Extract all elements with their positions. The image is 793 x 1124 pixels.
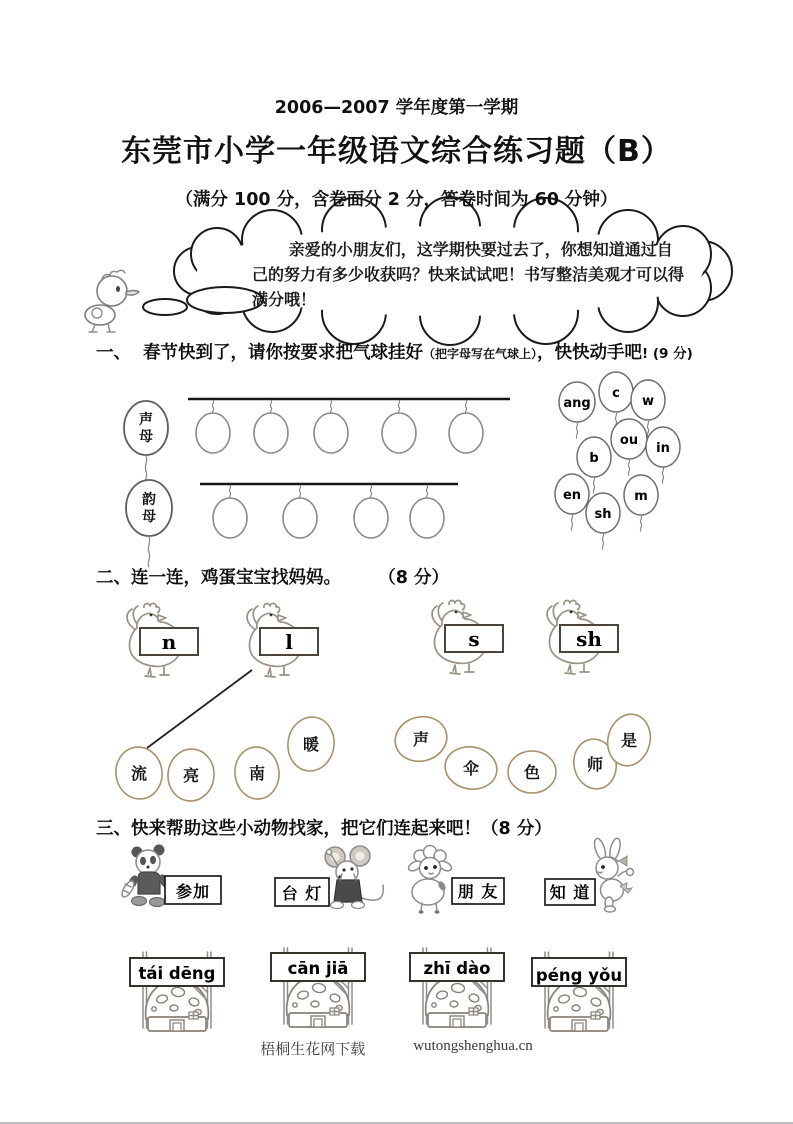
- house-row: [130, 948, 626, 1031]
- svg-text:是: 是: [620, 731, 638, 750]
- house-sign: zhī dào: [423, 959, 491, 978]
- svg-text:c: c: [612, 386, 620, 401]
- lamb-icon: [407, 846, 453, 914]
- term-line: 2006—2007 学年度第一学期: [274, 98, 519, 118]
- section-1-text: 春节快到了，请你按要求把气球挂好: [143, 343, 423, 363]
- letter-balloon: [611, 419, 647, 476]
- panda-icon: [120, 845, 171, 907]
- hen-row: [127, 600, 618, 677]
- hen-sign: s: [468, 627, 480, 651]
- hen-sign: sh: [576, 627, 602, 651]
- egg: [284, 714, 337, 774]
- balloon-initials-label: 声: [139, 412, 153, 428]
- egg: [165, 747, 216, 804]
- hen-icon: [247, 603, 318, 677]
- letter-balloon: [646, 427, 680, 484]
- egg: [390, 711, 451, 766]
- svg-text:b: b: [589, 451, 599, 466]
- empty-balloon: [382, 413, 416, 453]
- svg-text:亮: 亮: [182, 766, 200, 785]
- section-2-score: （8 分）: [387, 568, 450, 588]
- house-sign: tái dēng: [138, 964, 216, 983]
- svg-text:声: 声: [412, 730, 430, 749]
- empty-balloon: [196, 413, 230, 453]
- hanging-line-bottom: [200, 484, 458, 538]
- hanging-line-top: [188, 399, 510, 453]
- hen-sign: n: [161, 630, 177, 654]
- egg-row: [113, 710, 656, 804]
- hen-icon: [432, 600, 503, 674]
- empty-balloon: [213, 498, 247, 538]
- intro-bubble-text: 亲爱的小朋友们，这学期快要过去了，你想知道通过自己的努力有多少收获吗？快来试试吧！书写整洁美观才可以得满分哦！: [252, 240, 685, 309]
- house-sign: péng yǒu: [535, 966, 623, 985]
- svg-text:母: 母: [139, 429, 153, 445]
- svg-text:sh: sh: [594, 507, 612, 522]
- section-1-note: （把字母写在气球上）: [423, 347, 538, 361]
- house-icon: [532, 952, 626, 1031]
- letter-balloon: [559, 382, 595, 439]
- empty-balloon: [354, 498, 388, 538]
- balloon-finals: [126, 480, 172, 567]
- svg-text:知 道: 知 道: [549, 883, 591, 902]
- section-1-tail: ，快快动手吧: [537, 343, 643, 363]
- letter-balloon: [586, 493, 620, 550]
- svg-text:ang: ang: [563, 396, 591, 411]
- svg-text:参加: 参加: [175, 882, 211, 901]
- svg-text:w: w: [641, 394, 655, 409]
- svg-text:母: 母: [142, 509, 156, 525]
- letter-balloon: [555, 474, 589, 531]
- section-2-heading: [96, 564, 449, 589]
- empty-balloon: [254, 413, 288, 453]
- score-info: （满分 100 分，含卷面分 2 分，答卷时间为 60 分钟）: [175, 190, 618, 210]
- balloon-initials: [124, 401, 168, 486]
- egg: [232, 745, 281, 801]
- empty-balloon: [449, 413, 483, 453]
- egg: [113, 744, 166, 802]
- svg-text:伞: 伞: [462, 759, 480, 778]
- house-icon: [410, 948, 504, 1027]
- empty-balloon: [283, 498, 317, 538]
- footer-site-url: wutongshenghua.cn: [413, 1038, 533, 1054]
- section-1-heading: [96, 339, 693, 364]
- letter-balloon: [624, 475, 658, 532]
- page-footer: [0, 1038, 793, 1059]
- svg-text:师: 师: [586, 755, 604, 774]
- balloon-finals-label: 韵: [142, 492, 156, 508]
- svg-text:朋 友: 朋 友: [457, 882, 499, 901]
- svg-text:流: 流: [130, 764, 148, 783]
- hen-icon: [127, 603, 198, 677]
- page-title: 东莞市小学一年级语文综合练习题（B）: [121, 134, 672, 169]
- egg: [508, 751, 556, 793]
- svg-text:m: m: [634, 489, 648, 504]
- egg: [442, 743, 501, 793]
- hen-sign: l: [285, 630, 293, 654]
- rabbit-icon: [592, 837, 633, 912]
- empty-balloon: [410, 498, 444, 538]
- svg-text:台 灯: 台 灯: [281, 884, 323, 903]
- letter-balloons: [555, 372, 680, 550]
- section-3-text: 三、快来帮助这些小动物找家，把它们连起来吧！（8 分）: [96, 819, 552, 839]
- section-1-number: 一、: [96, 343, 131, 363]
- section-2-text: 二、连一连，鸡蛋宝宝找妈妈。: [96, 568, 341, 588]
- house-sign: cān jiā: [287, 959, 349, 978]
- svg-text:en: en: [562, 488, 582, 503]
- svg-text:in: in: [656, 441, 670, 456]
- section-3-heading: [96, 815, 552, 840]
- house-icon: [130, 952, 224, 1031]
- svg-text:色: 色: [523, 763, 541, 782]
- empty-balloon: [314, 413, 348, 453]
- footer-site-name: 梧桐生花网下载: [260, 1042, 366, 1058]
- svg-text:南: 南: [248, 764, 266, 783]
- svg-text:ou: ou: [619, 433, 639, 448]
- section-1-score: ! (9 分): [642, 346, 693, 362]
- mouse-icon: [325, 846, 383, 909]
- svg-text:暖: 暖: [302, 735, 320, 754]
- house-icon: [271, 948, 365, 1027]
- hen-icon: [547, 600, 618, 674]
- example-connection-line: [147, 670, 252, 748]
- duck-icon: [85, 270, 139, 332]
